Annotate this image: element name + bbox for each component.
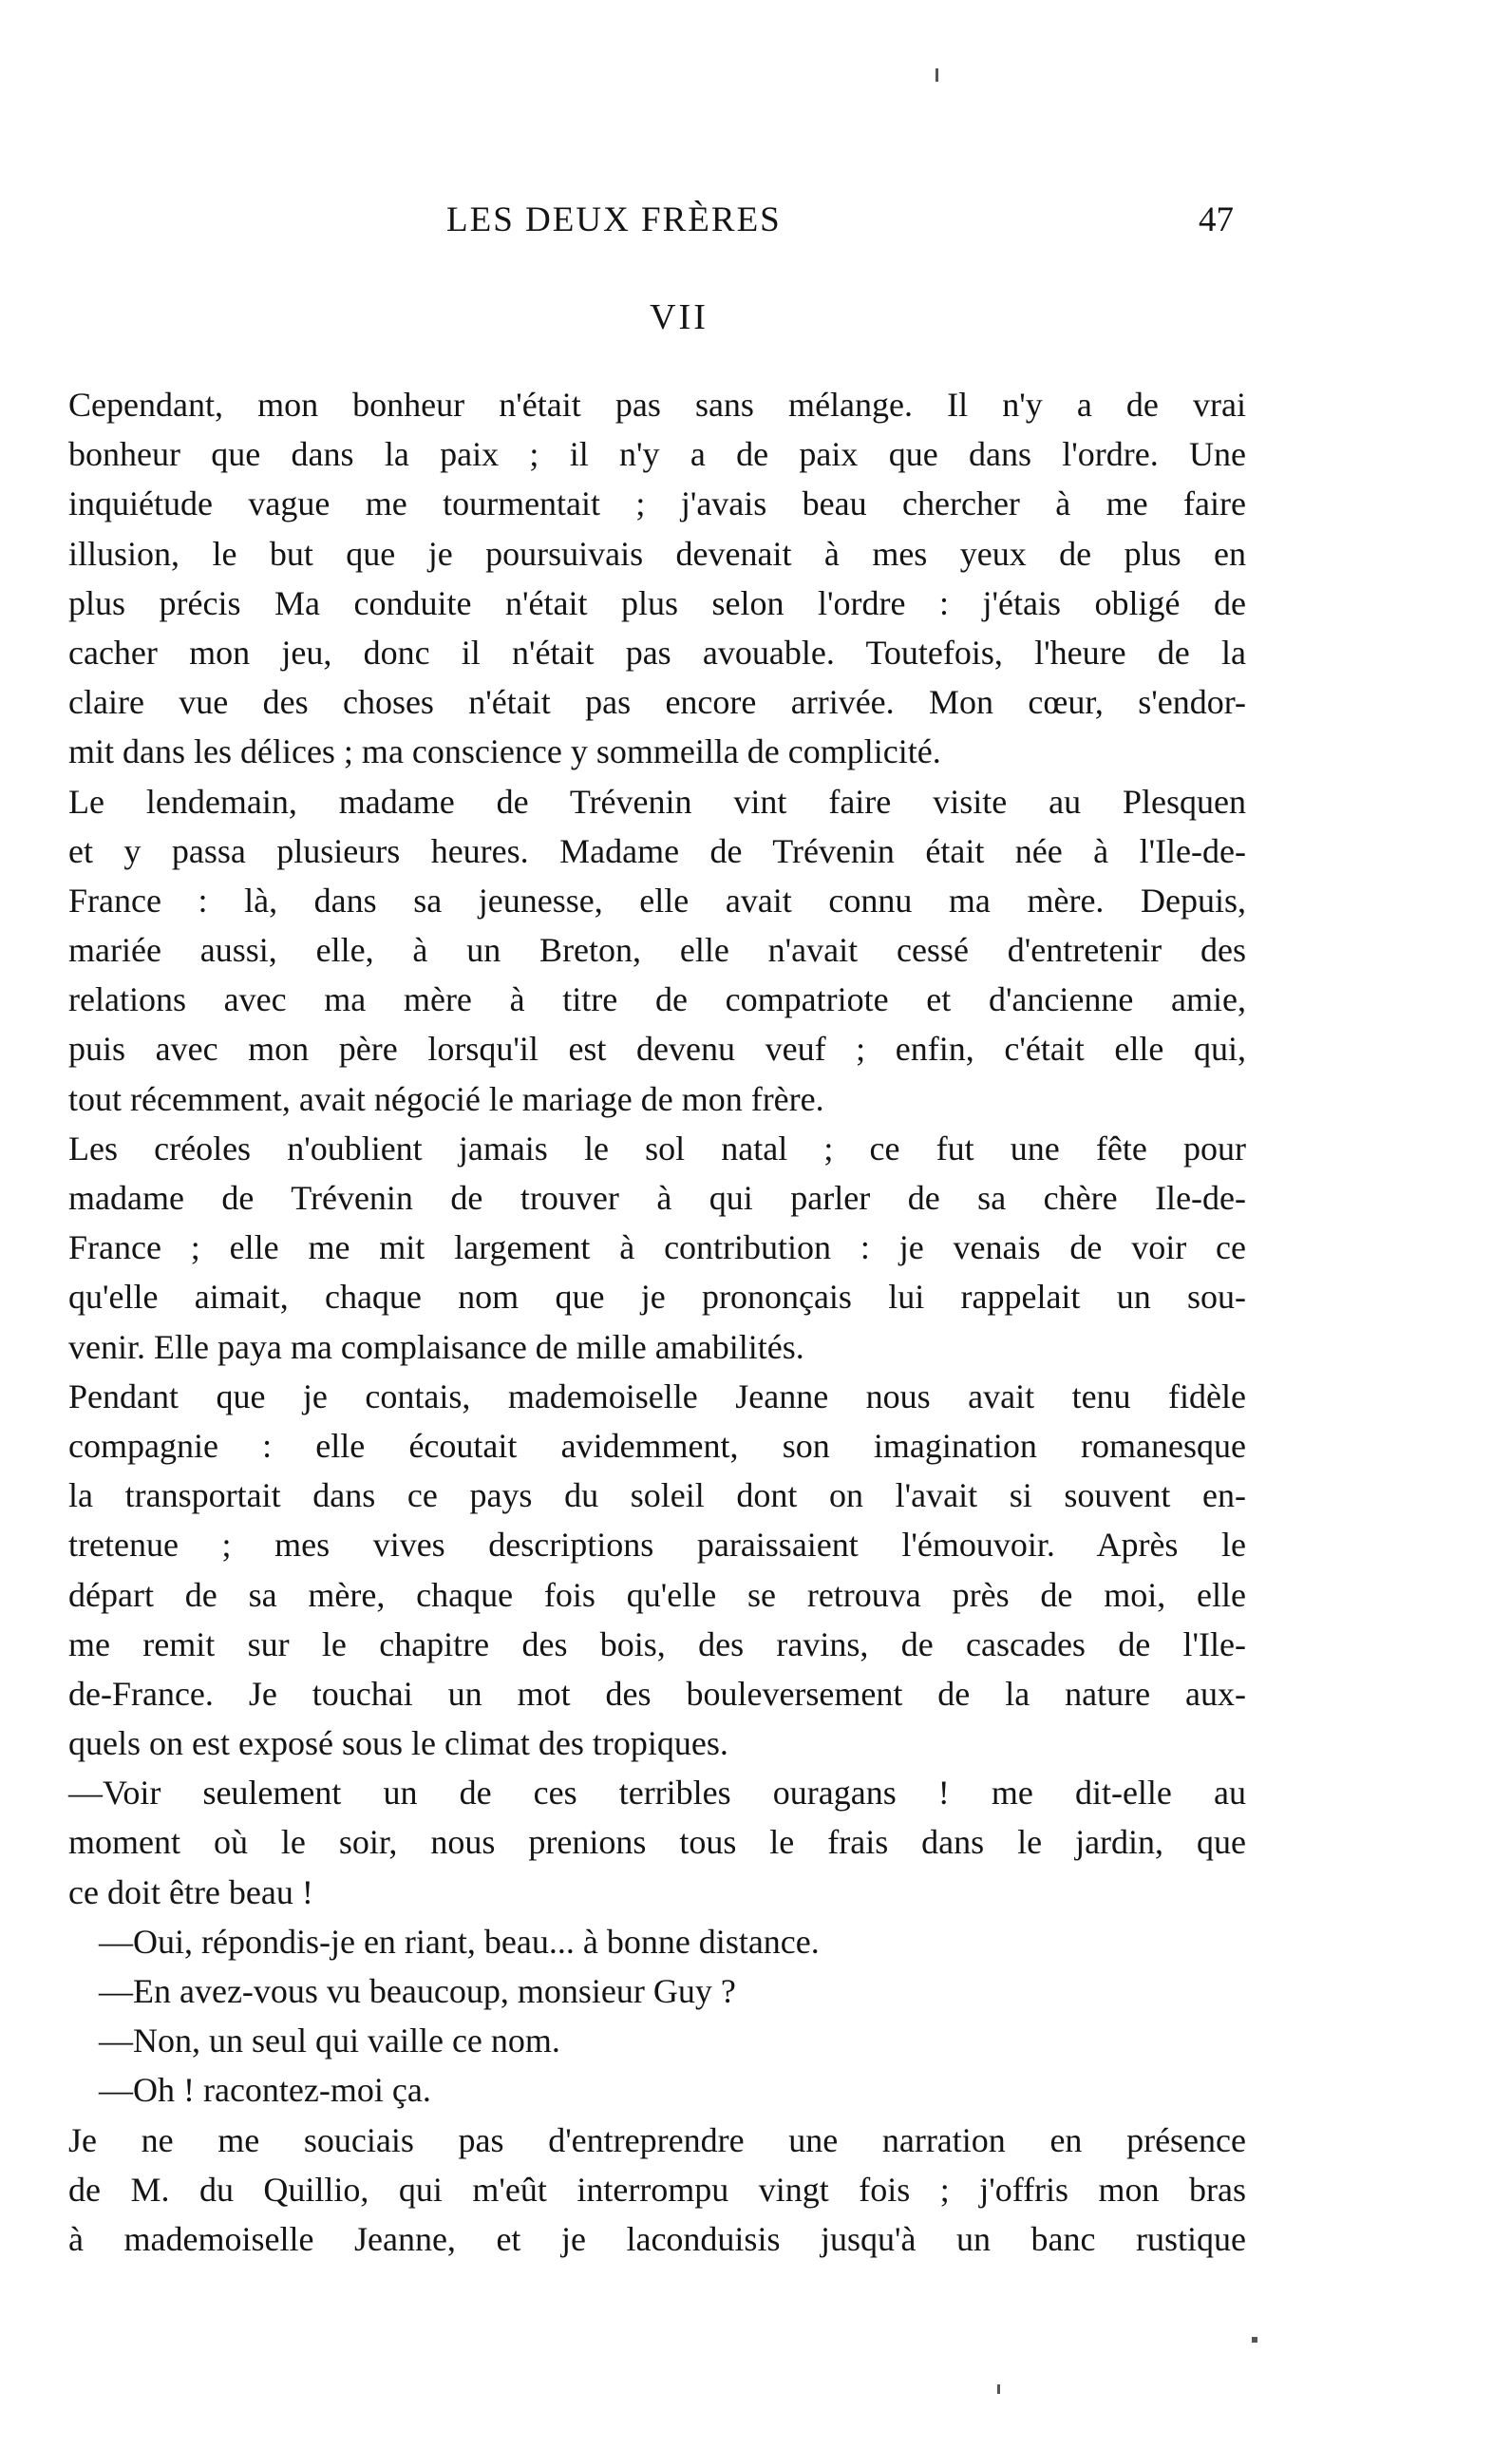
text-line: inquiétude vague me tourmentait ; j'avais beau chercher à me faire [68, 484, 1246, 523]
chapter-number: VII [650, 297, 709, 337]
text-line: compagnie : elle écoutait avidemment, son imagination romanesque [68, 1426, 1246, 1465]
text-line: puis avec mon père lorsqu'il est devenu veuf ; enfin, c'était elle qui, [68, 1030, 1246, 1069]
text-line: bonheur que dans la paix ; il n'y a de paix que dans l'ordre. Une [68, 435, 1246, 474]
text-line: —Oui, répondis-je en riant, beau... à bonne distance. [99, 1922, 820, 1961]
print-speck [1252, 2337, 1257, 2343]
text-line: à mademoiselle Jeanne, et je laconduisis jusqu'à un banc rustique [68, 2219, 1246, 2258]
text-line: —Voir seulement un de ces terribles ouragans ! me dit-elle au [68, 1774, 1246, 1813]
body-text [68, 380, 1246, 2264]
text-line: moment où le soir, nous prenions tous le frais dans le jardin, que [68, 1823, 1246, 1862]
print-speck [997, 2384, 1000, 2394]
text-line: départ de sa mère, chaque fois qu'elle se retrouva près de moi, elle [68, 1575, 1246, 1614]
text-line: tretenue ; mes vives descriptions paraissaient l'émouvoir. Après le [68, 1526, 1246, 1565]
text-line: —Non, un seul qui vaille ce nom. [99, 2022, 560, 2060]
running-title: LES DEUX FRÈRES [446, 200, 782, 239]
text-line: madame de Trévenin de trouver à qui parler de sa chère Ile-de- [68, 1179, 1246, 1217]
text-line: quels on est exposé sous le climat des tropiques. [68, 1724, 728, 1763]
text-line: mariée aussi, elle, à un Breton, elle n'avait cessé d'entretenir des [68, 931, 1246, 970]
text-line: France ; elle me mit largement à contribution : je venais de voir ce [68, 1228, 1246, 1267]
text-line: et y passa plusieurs heures. Madame de Trévenin était née à l'Ile-de- [68, 831, 1246, 870]
text-line: ce doit être beau ! [68, 1872, 313, 1911]
text-line: plus précis Ma conduite n'était plus selon l'ordre : j'étais obligé de [68, 583, 1246, 622]
text-line: cacher mon jeu, donc il n'était pas avouable. Toutefois, l'heure de la [68, 633, 1246, 672]
text-line: mit dans les délices ; ma conscience y sommeilla de complicité. [68, 732, 941, 771]
text-line: illusion, le but que je poursuivais devenait à mes yeux de plus en [68, 534, 1246, 573]
text-line: Cependant, mon bonheur n'était pas sans mélange. Il n'y a de vrai [68, 386, 1246, 424]
text-line: me remit sur le chapitre des bois, des ravins, de cascades de l'Ile- [68, 1624, 1246, 1663]
text-line: la transportait dans ce pays du soleil dont on l'avait si souvent en- [68, 1476, 1246, 1515]
text-line: de M. du Quillio, qui m'eût interrompu vingt fois ; j'offris mon bras [68, 2170, 1246, 2209]
text-line: qu'elle aimait, chaque nom que je prononçais lui rappelait un sou- [68, 1278, 1246, 1317]
text-line: Les créoles n'oublient jamais le sol natal ; ce fut une fête pour [68, 1129, 1246, 1168]
text-line: venir. Elle paya ma complaisance de mille amabilités. [68, 1327, 804, 1366]
text-line: claire vue des choses n'était pas encore arrivée. Mon cœur, s'endor- [68, 683, 1246, 722]
text-line: Le lendemain, madame de Trévenin vint faire visite au Plesquen [68, 782, 1246, 821]
text-line: Je ne me souciais pas d'entreprendre une narration en présence [68, 2120, 1246, 2159]
text-line: —En avez-vous vu beaucoup, monsieur Guy ? [99, 1972, 736, 2010]
text-line: France : là, dans sa jeunesse, elle avait connu ma mère. Depuis, [68, 881, 1246, 920]
text-line: tout récemment, avait négocié le mariage de mon frère. [68, 1079, 824, 1118]
text-line: de-France. Je touchai un mot des bouleversement de la nature aux- [68, 1674, 1246, 1713]
text-line: —Oh ! racontez-moi ça. [99, 2071, 431, 2110]
text-line: Pendant que je contais, mademoiselle Jeanne nous avait tenu fidèle [68, 1376, 1246, 1415]
print-speck [936, 68, 938, 82]
text-line: relations avec ma mère à titre de compatriote et d'ancienne amie, [68, 980, 1246, 1019]
page-number: 47 [1199, 200, 1234, 239]
